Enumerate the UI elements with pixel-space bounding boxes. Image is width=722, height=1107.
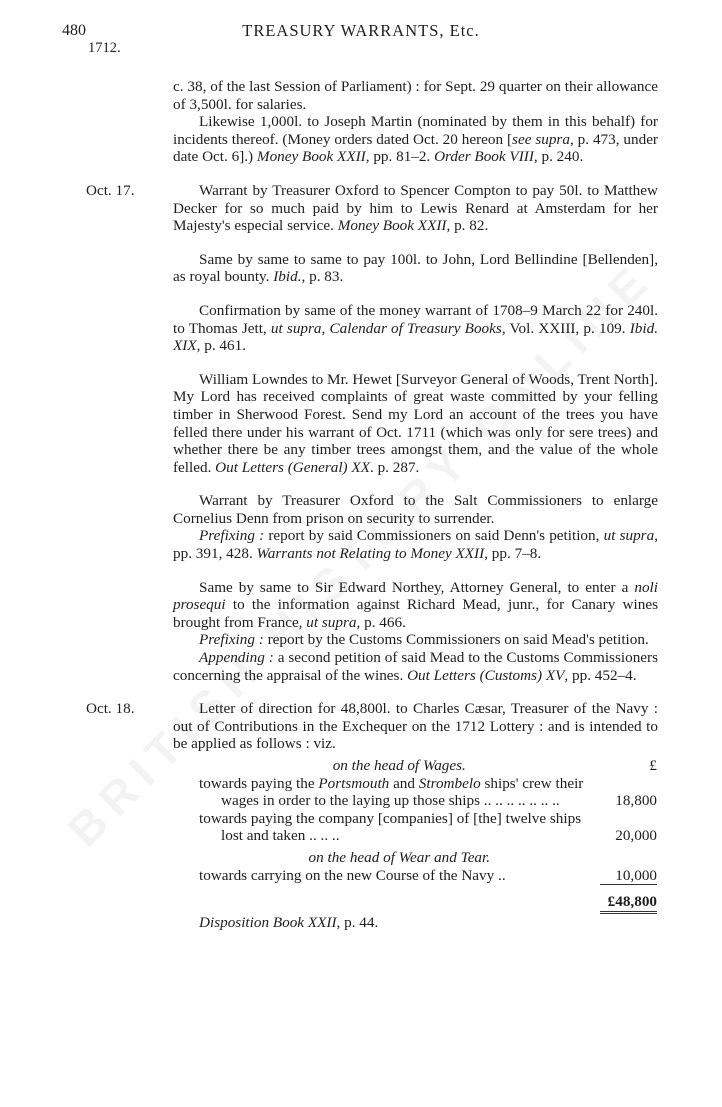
row-amount: 18,800 <box>615 792 657 810</box>
paragraph <box>173 579 658 632</box>
date-margin: Oct. 18. <box>86 700 135 718</box>
text: , p. 240. <box>533 148 584 166</box>
total-amount: £48,800 <box>600 893 657 912</box>
label: Prefixing : <box>199 527 265 545</box>
text: report by said Commissioners on said Denn's petition, <box>264 527 604 545</box>
text: Warrant by Treasurer Oxford to Spencer Compton to pay 50l. to Matthew Decker for so much paid by him to Lewis Renard at Amsterdam for her Majesty's especial service. <box>173 181 658 235</box>
date-margin: Oct. 17. <box>86 181 135 199</box>
text: and <box>389 774 419 792</box>
row-description: towards carrying on the new Course of the Navy .. <box>199 867 506 885</box>
table-row <box>199 775 657 810</box>
label: Appending : <box>199 649 274 667</box>
accounts-table <box>199 757 657 914</box>
source-ref: Disposition Book XXII <box>199 913 337 931</box>
entry-hewet <box>0 371 722 477</box>
text: see supra <box>512 130 570 148</box>
section-heading: on the head of Wages. <box>332 757 466 774</box>
text: to the information against Richard Mead, junr., for Canary wines brought from France, <box>173 596 658 631</box>
paragraph <box>173 371 658 477</box>
text: a second petition of said Mead to the Customs Commissioners concerning the appraisal of the wines. <box>173 649 658 684</box>
text: . p. 287. <box>369 458 420 476</box>
table-row <box>199 893 657 912</box>
text: , p. 82. <box>446 217 489 235</box>
text: , pp. 7–8. <box>484 545 542 563</box>
paragraph <box>173 251 658 286</box>
paragraph: c. 38, of the last Session of Parliament) : for Sept. 29 quarter on their allowance of 3,500l. for salaries. <box>173 78 658 113</box>
paragraph <box>173 631 658 649</box>
text: ut supra <box>306 613 357 631</box>
table-row <box>199 757 657 775</box>
page-number: 480 <box>62 22 86 39</box>
text: , p. 461. <box>196 337 246 355</box>
paragraph <box>173 649 658 684</box>
table-row <box>199 810 657 845</box>
text: , p. 466. <box>356 613 406 631</box>
text: noli prosequi <box>173 578 658 614</box>
source-ref: Ibid. <box>273 268 302 286</box>
text: , pp. 391, 428. <box>173 527 658 563</box>
currency-symbol: £ <box>649 757 657 774</box>
running-title: TREASURY WARRANTS, Etc. <box>242 21 480 40</box>
table-row <box>199 885 657 894</box>
entry-oct18-caesar <box>0 700 722 931</box>
source-ref: Money Book XXII <box>337 217 447 235</box>
source-ref: ut supra, Calendar of Treasury Books <box>270 319 502 337</box>
text: towards paying the <box>199 774 319 792</box>
text: Confirmation by same of the money warrant of 1708–9 March 22 for 240l. to Thomas Jett, <box>173 301 658 337</box>
paragraph <box>173 914 658 932</box>
ship-name: Strombelo <box>418 774 481 792</box>
table-row <box>199 867 657 885</box>
entry-salaries <box>0 78 722 166</box>
text: , p. 83. <box>301 268 344 286</box>
entry-jett <box>0 302 722 355</box>
text: Same by same to Sir Edward Northey, Attorney General, to enter a <box>199 578 635 596</box>
year-margin: 1712. <box>88 40 121 56</box>
source-ref: Order Book VIII <box>434 148 534 166</box>
row-amount: 10,000 <box>615 866 657 884</box>
text: , p. 44. <box>336 913 379 931</box>
section-heading: on the head of Wear and Tear. <box>308 848 491 866</box>
label: Prefixing : <box>199 631 264 649</box>
source-ref: Out Letters (General) XX <box>215 458 370 476</box>
text: report by the Customs Commissioners on said Mead's petition. <box>263 631 649 649</box>
row-description: towards paying the company [companies] of [the] twelve ships lost and taken .. .. .. <box>199 809 582 845</box>
table-row <box>199 845 657 867</box>
page-header <box>0 22 722 62</box>
paragraph <box>173 113 658 166</box>
page-body <box>0 78 722 931</box>
source-ref: Money Book XXII <box>256 148 366 166</box>
text: ships' crew their wages in order to the laying up those ships .. .. .. .. .. .. .. <box>221 774 584 810</box>
entry-oct17-compton <box>0 182 722 235</box>
source-ref: Ibid. XIX <box>173 319 659 355</box>
text: , pp. 81–2. <box>365 148 435 166</box>
row-amount: 20,000 <box>615 827 657 845</box>
sum-rule <box>600 885 657 894</box>
paragraph <box>173 182 658 235</box>
text: , p. 473, under date Oct. 6].) <box>173 130 658 166</box>
row-description <box>199 775 600 810</box>
text: ut supra <box>603 527 655 545</box>
paragraph <box>173 302 658 355</box>
source-ref: Out Letters (Customs) XV <box>407 666 565 684</box>
ship-name: Portsmouth <box>318 774 390 792</box>
source-ref: Warrants not Relating to Money XXII <box>256 545 485 563</box>
entry-denn <box>0 492 722 562</box>
text: , Vol. XXIII, p. 109. <box>501 319 630 337</box>
text: Same by same to same to pay 100l. to John, Lord Bellindine [Bellenden], as royal bounty. <box>173 250 658 286</box>
paragraph: Letter of direction for 48,800l. to Charles Cæsar, Treasurer of the Navy : out of Contributions in the Exchequer on the 1712 Lottery : and is intended to be applied as follows : viz. <box>173 700 658 753</box>
paragraph: Warrant by Treasurer Oxford to the Salt Commissioners to enlarge Cornelius Denn from prison on security to surrender. <box>173 492 658 527</box>
text: , pp. 452–4. <box>564 666 637 684</box>
paragraph <box>173 527 658 562</box>
entry-bellindine <box>0 251 722 286</box>
entry-mead <box>0 579 722 685</box>
text: Likewise 1,000l. to Joseph Martin (nominated by them in this behalf) for incidents thereof. (Money orders dated Oct. 20 hereon [ <box>173 113 658 148</box>
text: William Lowndes to Mr. Hewet [Surveyor General of Woods, Trent North]. My Lord has received complaints of great waste committed by your felling timber in Sherwood Forest. Send my Lord an account of the trees you have felled there under his warrant of Oct. 1711 (which was only for sere trees) and whether there be any timber trees amongst them, and the value of the whole felled. <box>173 370 658 476</box>
